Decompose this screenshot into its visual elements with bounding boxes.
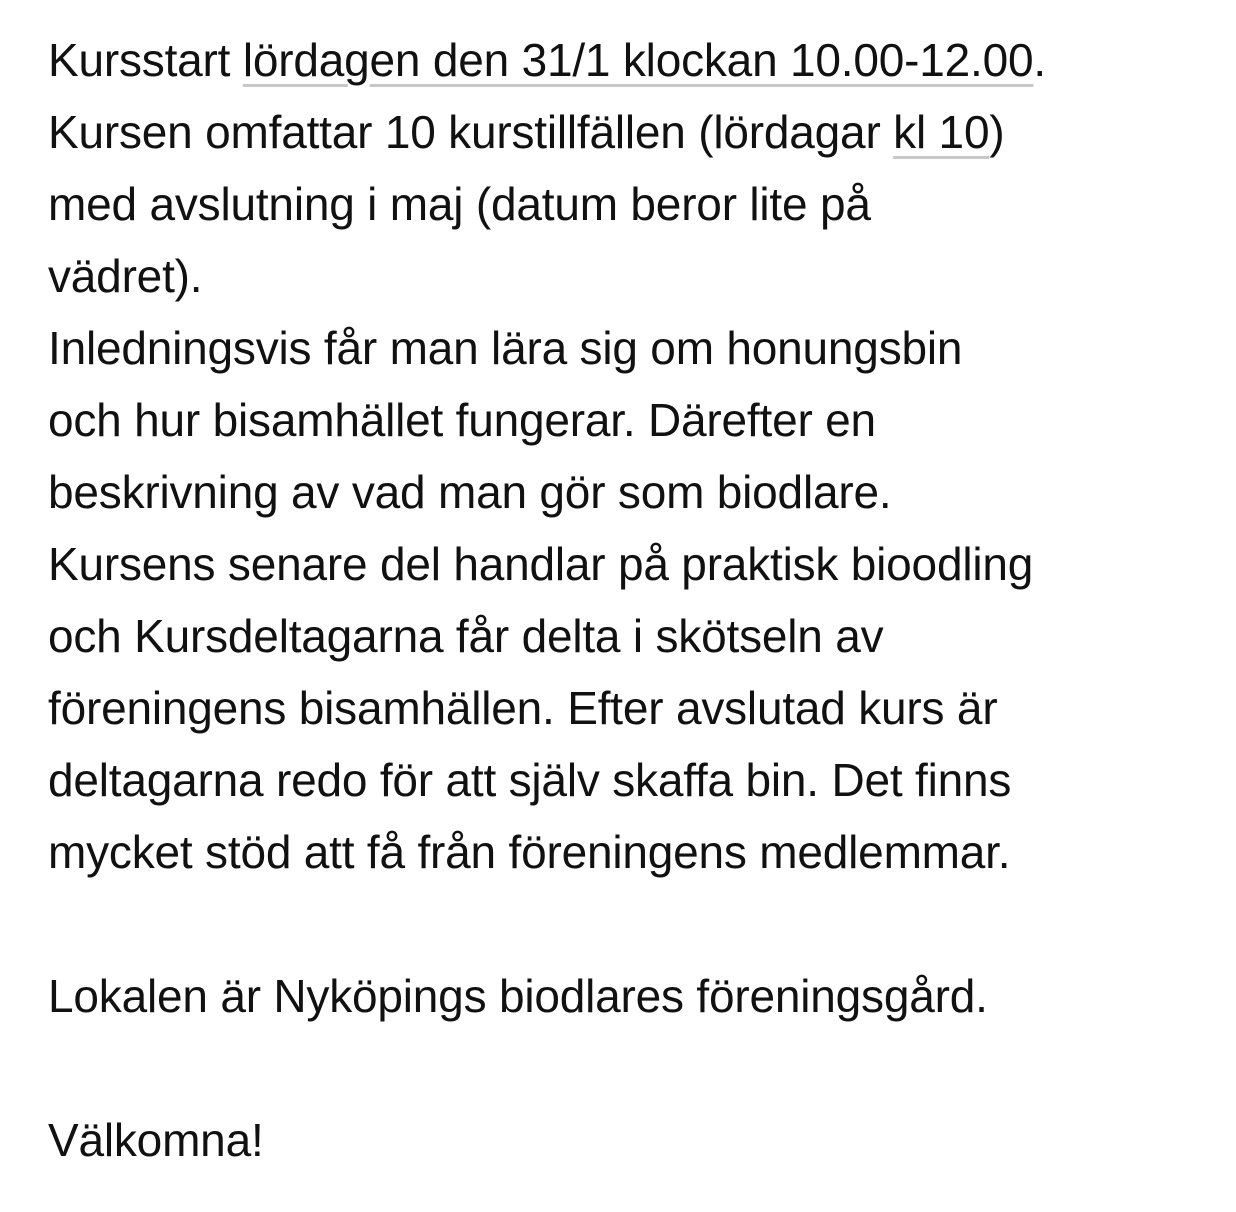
- paragraph-course-info: [48, 24, 1208, 888]
- text-line: [48, 24, 1208, 96]
- text-line: och Kursdeltagarna får delta i skötseln av: [48, 610, 884, 662]
- text-line: Lokalen är Nyköpings biodlares föreningsgård.: [48, 970, 988, 1022]
- paragraph-location: [48, 960, 1208, 1032]
- paragraph-welcome: [48, 1104, 1208, 1176]
- text-line: mycket stöd att få från föreningens medlemmar.: [48, 826, 1011, 878]
- text-line: vädret).: [48, 250, 203, 302]
- date-time-link[interactable]: lördagen den 31/1 klockan 10.00-12.00: [242, 34, 1034, 86]
- text-segment: Kursen omfattar 10 kurstillfällen (lördagar: [48, 106, 894, 158]
- text-line: föreningens bisamhällen. Efter avslutad kurs är: [48, 682, 998, 734]
- text-segment: ): [989, 106, 1005, 158]
- time-link[interactable]: kl 10: [893, 106, 990, 158]
- text-line: Kursens senare del handlar på praktisk bioodling: [48, 538, 1034, 590]
- blank-line: [48, 888, 1208, 960]
- note-body: [48, 24, 1208, 1176]
- text-line: och hur bisamhället fungerar. Därefter en: [48, 394, 876, 446]
- text-segment: .: [1033, 34, 1046, 86]
- text-line: Inledningsvis får man lära sig om honungsbin: [48, 322, 963, 374]
- blank-line: [48, 1032, 1208, 1104]
- text-segment: Kursstart: [48, 34, 243, 86]
- text-line: [48, 96, 1208, 168]
- text-line: deltagarna redo för att själv skaffa bin. Det finns: [48, 754, 1012, 806]
- text-line: Välkomna!: [48, 1114, 264, 1166]
- text-line: beskrivning av vad man gör som biodlare.: [48, 466, 892, 518]
- text-line: med avslutning i maj (datum beror lite på: [48, 178, 871, 230]
